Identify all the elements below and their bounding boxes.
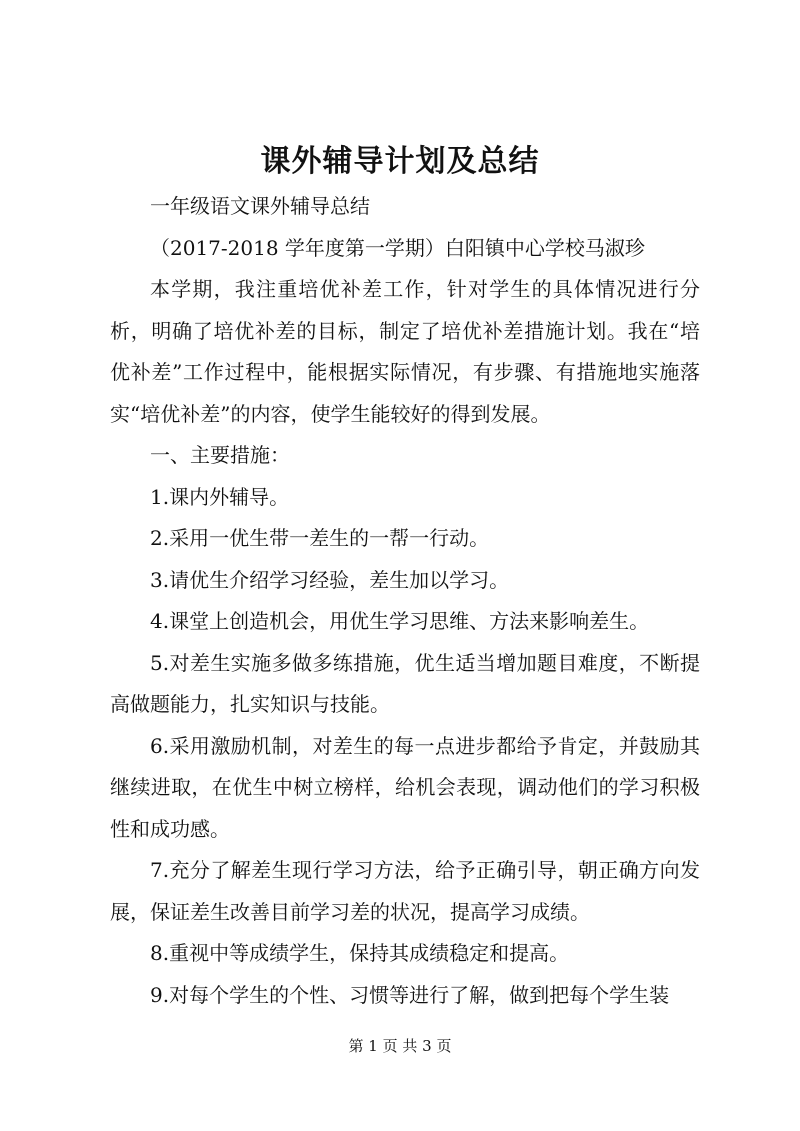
paragraph-item-8: 8.重视中等成绩学生，保持其成绩稳定和提高。 bbox=[150, 941, 570, 965]
paragraph-heading: 一、主要措施： bbox=[150, 443, 290, 467]
paragraph-item-1: 1.课内外辅导。 bbox=[150, 484, 290, 509]
page-footer: 第 1 页 共 3 页 bbox=[348, 1037, 452, 1055]
page-title: 课外辅导计划及总结 bbox=[260, 144, 540, 179]
paragraph-item-5: 5.对差生实施多做多练措施，优生适当增加题目难度，不断提高做题能力，扎实知识与技能。 bbox=[110, 650, 700, 716]
document-body bbox=[110, 186, 700, 1016]
paragraph-author: （2017-2018 学年度第一学期）白阳镇中心学校马淑珍 bbox=[150, 235, 645, 260]
paragraph-item-4: 4.课堂上创造机会，用优生学习思维、方法来影响差生。 bbox=[150, 609, 650, 633]
paragraph-item-2: 2.采用一优生带一差生的一帮一行动。 bbox=[150, 526, 490, 550]
paragraph-item-6: 6.采用激励机制，对差生的每一点进步都给予肯定，并鼓励其继续进取，在优生中树立榜样，给机会表现，调动他们的学习积极性和成功感。 bbox=[110, 733, 700, 841]
paragraph-item-9: 9.对每个学生的个性、习惯等进行了解，做到把每个学生装 bbox=[150, 982, 670, 1007]
paragraph-item-7: 7.充分了解差生现行学习方法，给予正确引导，朝正确方向发展，保证差生改善目前学习差的状况，提高学习成绩。 bbox=[110, 858, 700, 924]
paragraph-subtitle: 一年级语文课外辅导总结 bbox=[150, 194, 370, 218]
paragraph-item-3: 3.请优生介绍学习经验，差生加以学习。 bbox=[150, 567, 510, 592]
paragraph-intro: 本学期，我注重培优补差工作，针对学生的具体情况进行分析，明确了培优补差的目标，制定了培优补差措施计划。我在“培优补差”工作过程中，能根据实际情况，有步骤、有措施地实施落实“培优补差”的内容，使学生能较好的得到发展。 bbox=[110, 277, 700, 426]
